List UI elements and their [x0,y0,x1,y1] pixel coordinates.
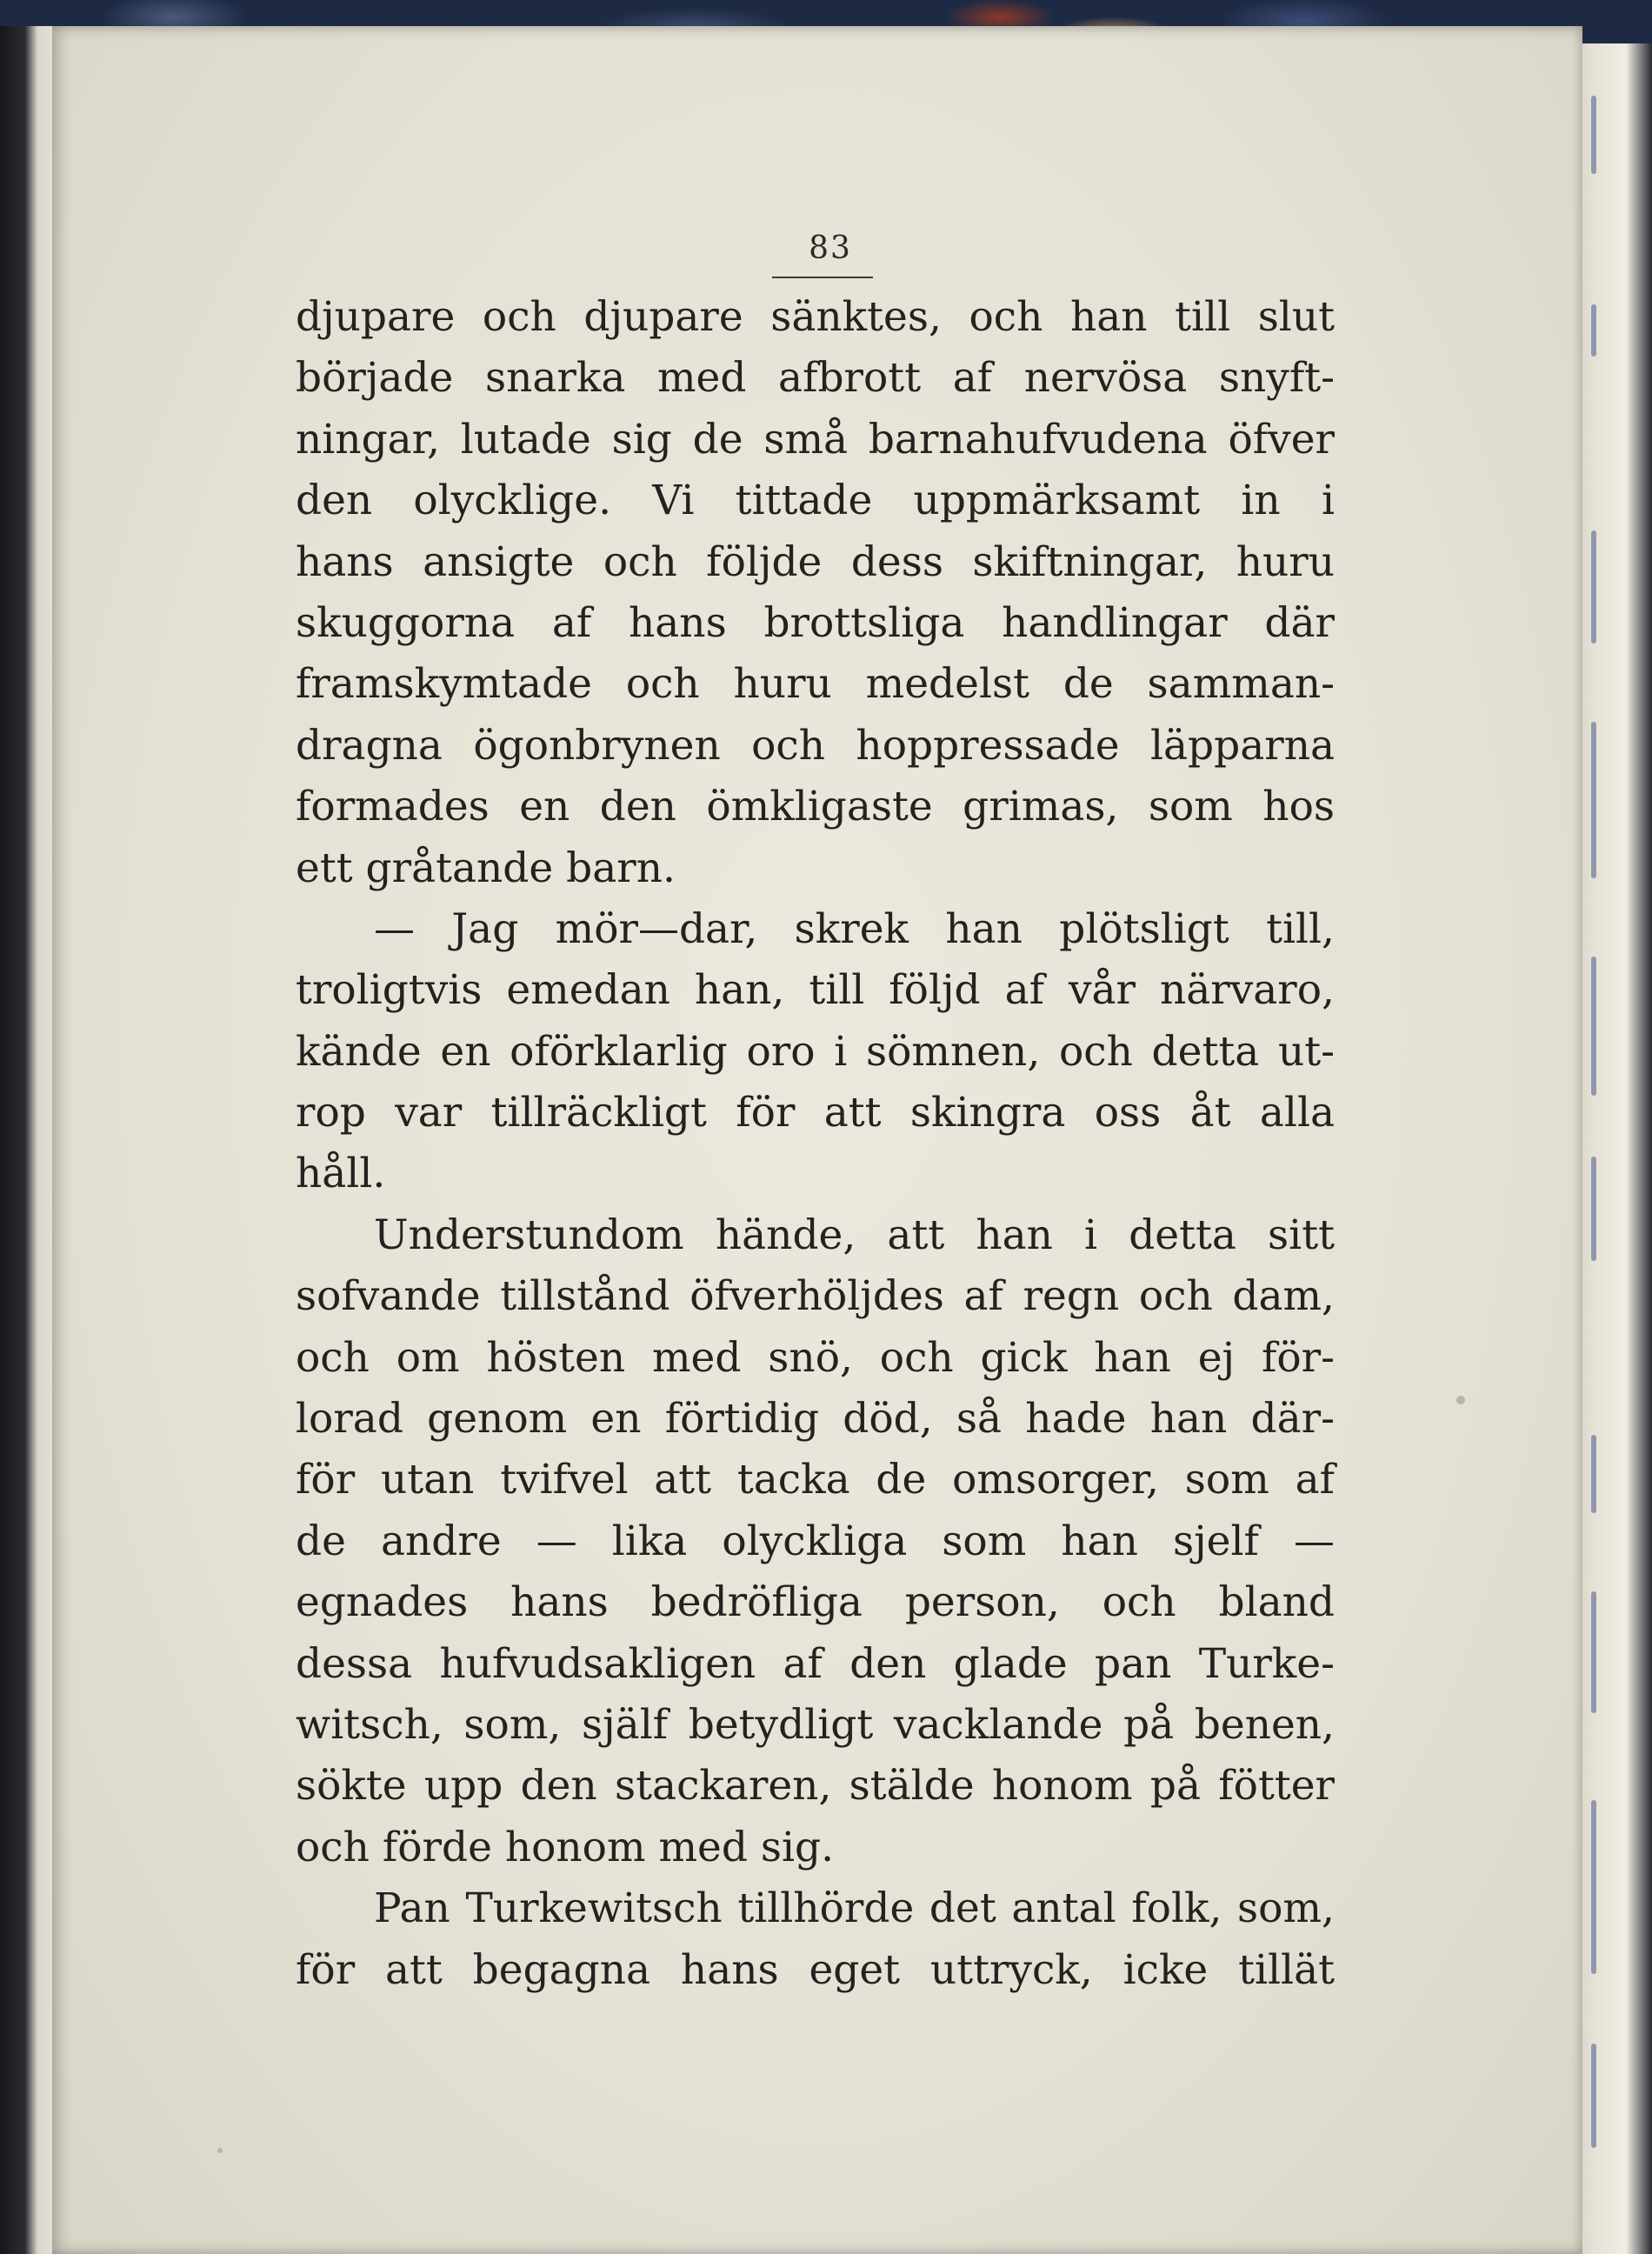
paper-speck [1456,1396,1465,1404]
text-line: troligtvis emedan han, till följd af vår närvaro, [296,966,1335,1015]
text-line: hans ansigte och följde dess skiftningar, huru [296,537,1335,586]
text-line: — Jag mör—dar, skrek han plötsligt till, [374,904,1335,953]
page-number-rule [772,277,873,278]
text-line: Pan Turkewitsch tillhörde det antal folk, som, [374,1884,1335,1933]
text-line: ett gråtande barn. [296,844,676,892]
text-line: djupare och djupare sänktes, och han till slut [296,293,1335,341]
text-line: formades en den ömkligaste grimas, som hos [296,783,1335,831]
text-line: witsch, som, själf betydligt vacklande på benen, [296,1700,1335,1749]
text-line: dessa hufvudsakligen af den glade pan Turke- [296,1639,1335,1688]
text-line: skuggorna af hans brottsliga handlingar där [296,598,1335,647]
text-line: dragna ögonbrynen och hoppressade läpparna [296,721,1335,770]
book-page [52,26,1582,2254]
page-number: 83 [809,230,852,266]
paper-speck [217,2148,223,2153]
body-text [296,287,1335,2001]
text-line: framskymtade och huru medelst de samman- [296,660,1335,709]
text-line: egnades hans bedröfliga person, och bland [296,1578,1335,1627]
text-line: håll. [296,1150,386,1198]
text-line: och förde honom med sig. [296,1823,835,1871]
text-line: och om hösten med snö, och gick han ej för- [296,1333,1335,1382]
text-line: sofvande tillstånd öfverhöljdes af regn och dam, [296,1272,1335,1321]
text-line: kände en oförklarlig oro i sömnen, och detta ut- [296,1027,1335,1076]
text-line: ningar, lutade sig de små barnahufvudena öfver [296,415,1335,463]
text-line: rop var tillräckligt för att skingra oss åt alla [296,1089,1335,1137]
text-line: för att begagna hans eget uttryck, icke tillät [296,1945,1335,1994]
text-line: den olycklige. Vi tittade uppmärksamt in i [296,477,1335,525]
text-line: började snarka med afbrott af nervösa snyft- [296,354,1335,403]
text-line: sökte upp den stackaren, stälde honom på fötter [296,1762,1335,1811]
text-line: lorad genom en förtidig död, så hade han där- [296,1395,1335,1444]
text-line: de andre — lika olyckliga som han sjelf — [296,1517,1335,1565]
text-line: Understundom hände, att han i detta sitt [374,1210,1335,1259]
text-line: för utan tvifvel att tacka de omsorger, som af [296,1456,1335,1504]
